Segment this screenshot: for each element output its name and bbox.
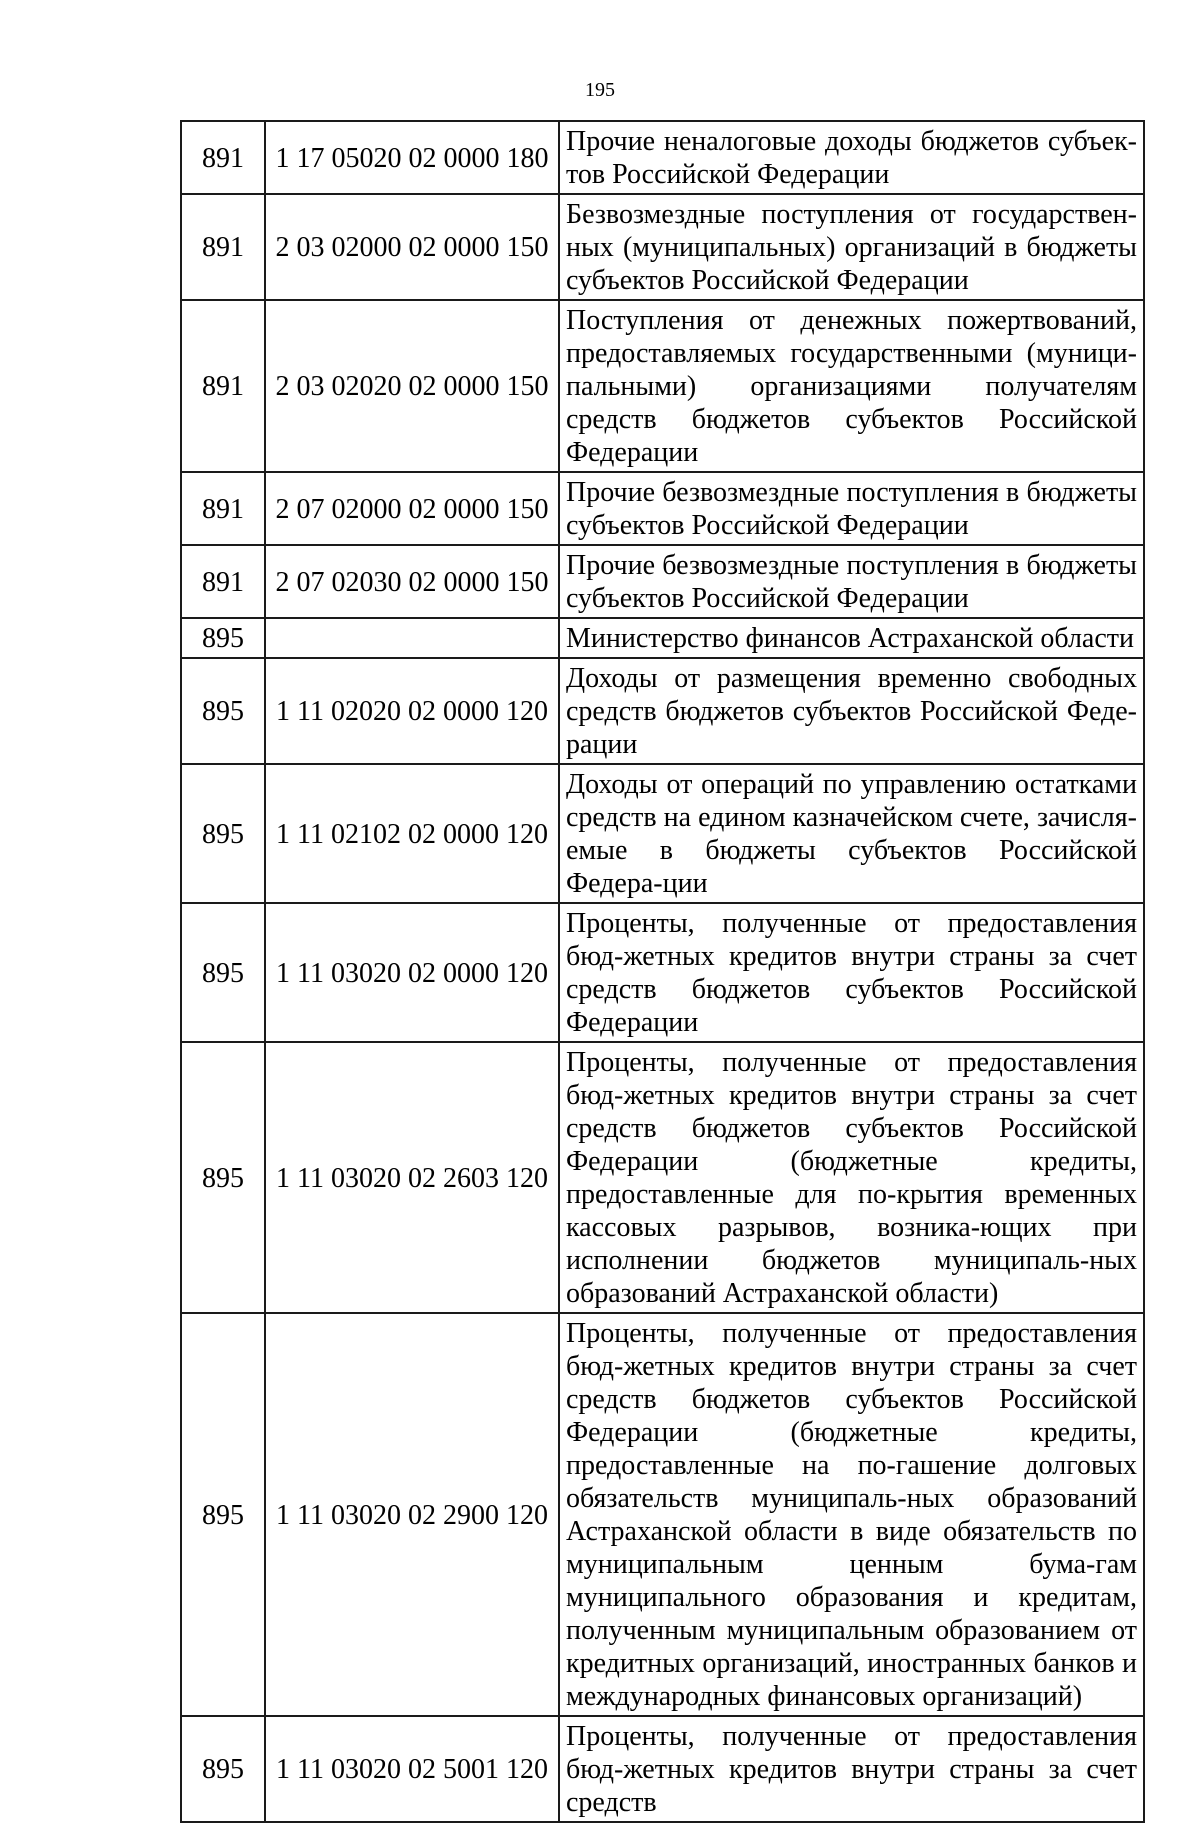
admin-code-cell: 891 [181,472,265,545]
admin-code-cell: 891 [181,121,265,194]
table-row [181,764,1144,903]
income-name-cell: Проценты, полученные от предоставления бюд-жетных кредитов внутри страны за счет средств бюджетов субъектов Российской Федерации [559,903,1144,1042]
budget-classification-code-cell: 2 03 02000 02 0000 150 [265,194,559,300]
admin-code-cell: 891 [181,545,265,618]
budget-classification-code-cell: 1 11 03020 02 5001 120 [265,1716,559,1822]
admin-code-cell: 895 [181,1042,265,1313]
income-name-cell: Поступления от денежных пожертвований, предоставляемых государственными (муници-пальными) организациями получателям средств бюджетов субъектов Российской Федерации [559,300,1144,472]
budget-classification-code-cell: 2 07 02000 02 0000 150 [265,472,559,545]
budget-codes-table [180,120,1145,1823]
income-name-cell: Прочие безвозмездные поступления в бюджеты субъектов Российской Федерации [559,472,1144,545]
table-row [181,903,1144,1042]
table-row [181,618,1144,658]
table-row [181,658,1144,764]
budget-classification-code-cell: 1 11 02102 02 0000 120 [265,764,559,903]
table-row [181,121,1144,194]
budget-classification-code-cell: 1 11 03020 02 2900 120 [265,1313,559,1716]
income-name-cell: Прочие безвозмездные поступления в бюджеты субъектов Российской Федерации [559,545,1144,618]
admin-code-cell: 895 [181,903,265,1042]
income-name-cell: Министерство финансов Астраханской области [559,618,1144,658]
admin-code-cell: 895 [181,618,265,658]
admin-code-cell: 891 [181,300,265,472]
page-number: 195 [585,79,615,101]
income-name-cell: Доходы от операций по управлению остатками средств на едином казначейском счете, зачисля-емые в бюджеты субъектов Российской Федера-ции [559,764,1144,903]
table-row [181,472,1144,545]
budget-classification-code-cell: 1 17 05020 02 0000 180 [265,121,559,194]
income-name-cell: Проценты, полученные от предоставления бюд-жетных кредитов внутри страны за счет средств бюджетов субъектов Российской Федерации (бюджетные кредиты, предоставленные для по-крытия временных кассовых разрывов, возника-ющих при исполнении бюджетов муниципаль-ных образований Астраханской области) [559,1042,1144,1313]
income-name-cell: Безвозмездные поступления от государствен-ных (муниципальных) организаций в бюджеты субъектов Российской Федерации [559,194,1144,300]
table-row [181,545,1144,618]
budget-classification-code-cell: 1 11 02020 02 0000 120 [265,658,559,764]
budget-classification-code-cell [265,618,559,658]
budget-classification-code-cell: 2 07 02030 02 0000 150 [265,545,559,618]
income-name-cell: Прочие неналоговые доходы бюджетов субъек-тов Российской Федерации [559,121,1144,194]
budget-classification-code-cell: 1 11 03020 02 0000 120 [265,903,559,1042]
table-row [181,1716,1144,1822]
admin-code-cell: 895 [181,1716,265,1822]
admin-code-cell: 895 [181,1313,265,1716]
budget-classification-code-cell: 2 03 02020 02 0000 150 [265,300,559,472]
table-row [181,194,1144,300]
budget-classification-code-cell: 1 11 03020 02 2603 120 [265,1042,559,1313]
income-name-cell: Проценты, полученные от предоставления бюд-жетных кредитов внутри страны за счет средств [559,1716,1144,1822]
admin-code-cell: 891 [181,194,265,300]
table-row [181,1042,1144,1313]
table-row [181,300,1144,472]
admin-code-cell: 895 [181,658,265,764]
table-row [181,1313,1144,1716]
income-name-cell: Проценты, полученные от предоставления бюд-жетных кредитов внутри страны за счет средств бюджетов субъектов Российской Федерации (бюджетные кредиты, предоставленные на по-гашение долговых обязательств муниципаль-ных образований Астраханской области в виде обязательств по муниципальным ценным бума-гам муниципального образования и кредитам, полученным муниципальным образованием от кредитных организаций, иностранных банков и международных финансовых организаций) [559,1313,1144,1716]
income-name-cell: Доходы от размещения временно свободных средств бюджетов субъектов Российской Феде-рации [559,658,1144,764]
admin-code-cell: 895 [181,764,265,903]
